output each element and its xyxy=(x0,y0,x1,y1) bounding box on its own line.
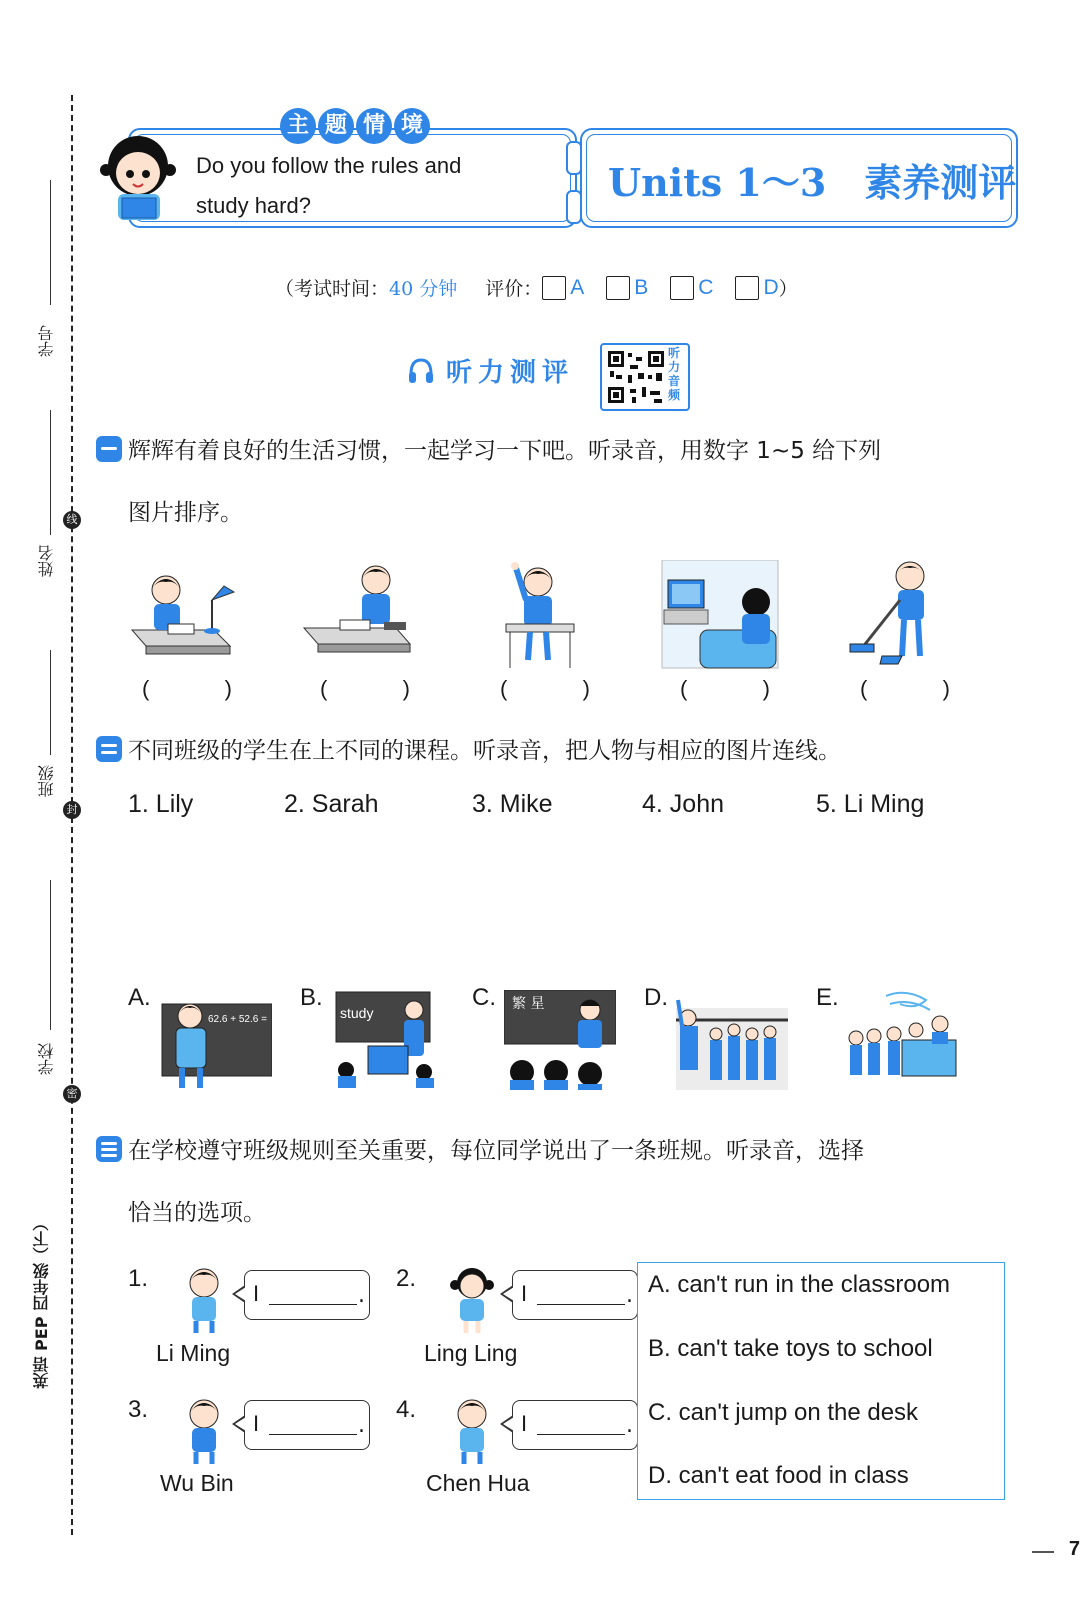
picture-raising-hand xyxy=(480,560,600,670)
theme-char: 主 xyxy=(280,108,316,144)
answer-bubble-4[interactable] xyxy=(512,1400,638,1450)
board-text-b: study xyxy=(340,1005,374,1021)
school-line xyxy=(50,880,51,1030)
question-3-line1: 在学校遵守班级规则至关重要，每位同学说出了一条班规。听录音，选择 xyxy=(128,1138,864,1164)
person-sarah: 2. Sarah xyxy=(284,790,379,818)
theme-line: Do you follow the rules and xyxy=(196,153,462,178)
listening-section-title xyxy=(406,352,574,389)
option-a-letter: A. xyxy=(128,984,151,1011)
choice-d: D. can't eat food in class xyxy=(648,1462,909,1489)
bubble-pronoun: I xyxy=(521,1411,528,1436)
picture-doing-homework xyxy=(124,560,244,670)
person-mike: 3. Mike xyxy=(472,790,553,818)
item-2-number: 2. xyxy=(396,1265,417,1292)
board-text-a: 62.6 + 52.6 = xyxy=(208,1014,267,1025)
binding-dot-line: 线 xyxy=(63,511,81,529)
theme-char: 题 xyxy=(318,108,354,144)
grade-letter: B xyxy=(634,275,649,299)
item-4-number: 4. xyxy=(396,1396,417,1423)
qr-label: 听力音频 xyxy=(668,346,681,402)
option-b-letter: B. xyxy=(300,984,323,1011)
bubble-period: . xyxy=(358,1413,365,1438)
item-1-number: 1. xyxy=(128,1265,149,1292)
person-lily: 1. Lily xyxy=(128,790,194,818)
boy-icon xyxy=(446,1396,500,1466)
boy-icon xyxy=(178,1396,232,1466)
item-3-number: 3. xyxy=(128,1396,149,1423)
picture-reading-at-desk xyxy=(300,560,420,670)
picture-sweeping-floor xyxy=(840,560,960,670)
page-number-dash xyxy=(1032,1551,1054,1553)
picture-watching-tv xyxy=(660,560,780,670)
exam-time-label: （考试时间： xyxy=(275,278,390,300)
girl-reading-illustration xyxy=(86,128,186,223)
answer-paren-4[interactable]: ( ) xyxy=(680,676,770,701)
answer-paren-3[interactable]: ( ) xyxy=(500,676,590,701)
boy-icon xyxy=(178,1265,232,1335)
binding-dot-seal: 封 xyxy=(63,801,81,819)
answer-paren-2[interactable]: ( ) xyxy=(320,676,410,701)
answer-paren-5[interactable]: ( ) xyxy=(860,676,950,701)
answer-blank[interactable] xyxy=(269,1434,357,1435)
answer-bubble-2[interactable] xyxy=(512,1270,638,1320)
kid-name-li-ming: Li Ming xyxy=(156,1340,231,1366)
student-id-label: 学号 xyxy=(37,325,56,357)
choices-box xyxy=(637,1262,1005,1500)
exam-time-value: 40 分钟 xyxy=(389,278,458,300)
option-e-letter: E. xyxy=(816,984,839,1011)
bubble-period: . xyxy=(626,1283,633,1308)
grade-checkbox-c[interactable] xyxy=(670,276,694,300)
theme-question xyxy=(196,146,556,226)
name-line xyxy=(50,410,51,535)
question-1-line2: 图片排序。 xyxy=(128,500,243,526)
choice-b: B. can't take toys to school xyxy=(648,1335,933,1362)
option-c-chinese-class[interactable] xyxy=(504,990,616,1090)
option-c-letter: C. xyxy=(472,984,496,1011)
option-a-math-class[interactable] xyxy=(160,990,272,1090)
question-1-badge xyxy=(96,436,122,462)
class-label: 班级 xyxy=(37,765,56,797)
option-d-letter: D. xyxy=(644,984,668,1011)
headphones-icon xyxy=(406,356,436,386)
question-2-instruction: 不同班级的学生在上不同的课程。听录音，把人物与相应的图片连线。 xyxy=(128,738,841,764)
binding-dot-secret: 密 xyxy=(63,1085,81,1103)
answer-paren-1[interactable]: ( ) xyxy=(142,676,232,701)
answer-blank[interactable] xyxy=(537,1434,625,1435)
question-1-line1: 辉辉有着良好的生活习惯，一起学习一下吧。听录音，用数字 1~5 给下列 xyxy=(128,438,882,464)
unit-title: Units 1～3 素养测评 xyxy=(608,160,1017,205)
bubble-period: . xyxy=(626,1413,633,1438)
choice-c: C. can't jump on the desk xyxy=(648,1399,919,1426)
grade-letter: C xyxy=(698,275,714,299)
answer-blank[interactable] xyxy=(269,1304,357,1305)
person-john: 4. John xyxy=(642,790,725,818)
kid-name-chen-hua: Chen Hua xyxy=(426,1470,530,1496)
option-b-english-class[interactable] xyxy=(332,990,444,1090)
grade-checkbox-d[interactable] xyxy=(735,276,759,300)
answer-bubble-3[interactable] xyxy=(244,1400,370,1450)
theme-char: 境 xyxy=(394,108,430,144)
theme-line: study hard? xyxy=(196,193,311,218)
name-label: 姓名 xyxy=(37,545,56,577)
grade-letter: A xyxy=(570,275,585,299)
answer-bubble-1[interactable] xyxy=(244,1270,370,1320)
grade-letter: D xyxy=(763,275,779,299)
class-line xyxy=(50,650,51,755)
school-label: 学校 xyxy=(37,1043,56,1075)
option-d-pe-class[interactable] xyxy=(676,990,788,1090)
grade-checkbox-b[interactable] xyxy=(606,276,630,300)
exam-info xyxy=(275,274,798,301)
choice-a: A. can't run in the classroom xyxy=(648,1271,951,1298)
listening-title-text: 听力测评 xyxy=(446,358,575,388)
bubble-period: . xyxy=(358,1283,365,1308)
bubble-pronoun: I xyxy=(253,1281,260,1306)
page-number: 7 xyxy=(1068,1538,1080,1560)
evaluation-label: 评价： xyxy=(485,278,543,300)
kid-name-wu-bin: Wu Bin xyxy=(160,1470,234,1496)
bubble-pronoun: I xyxy=(521,1281,528,1306)
exam-info-close: ） xyxy=(778,278,798,300)
girl-icon xyxy=(446,1265,500,1335)
board-text-c: 繁 星 xyxy=(512,996,545,1012)
theme-char: 情 xyxy=(356,108,392,144)
student-id-line xyxy=(50,180,51,305)
answer-blank[interactable] xyxy=(537,1304,625,1305)
grade-checkbox-a[interactable] xyxy=(542,276,566,300)
question-2-badge xyxy=(96,736,122,762)
kid-name-ling-ling: Ling Ling xyxy=(424,1340,518,1366)
question-3-line2: 恰当的选项。 xyxy=(128,1200,266,1226)
bubble-pronoun: I xyxy=(253,1411,260,1436)
grade-label: 英语 PEP 四年级（下） xyxy=(32,1215,51,1389)
option-e-music-class[interactable] xyxy=(846,990,958,1090)
question-3-badge xyxy=(96,1136,122,1162)
theme-tag xyxy=(280,108,430,146)
person-li-ming: 5. Li Ming xyxy=(816,790,925,818)
